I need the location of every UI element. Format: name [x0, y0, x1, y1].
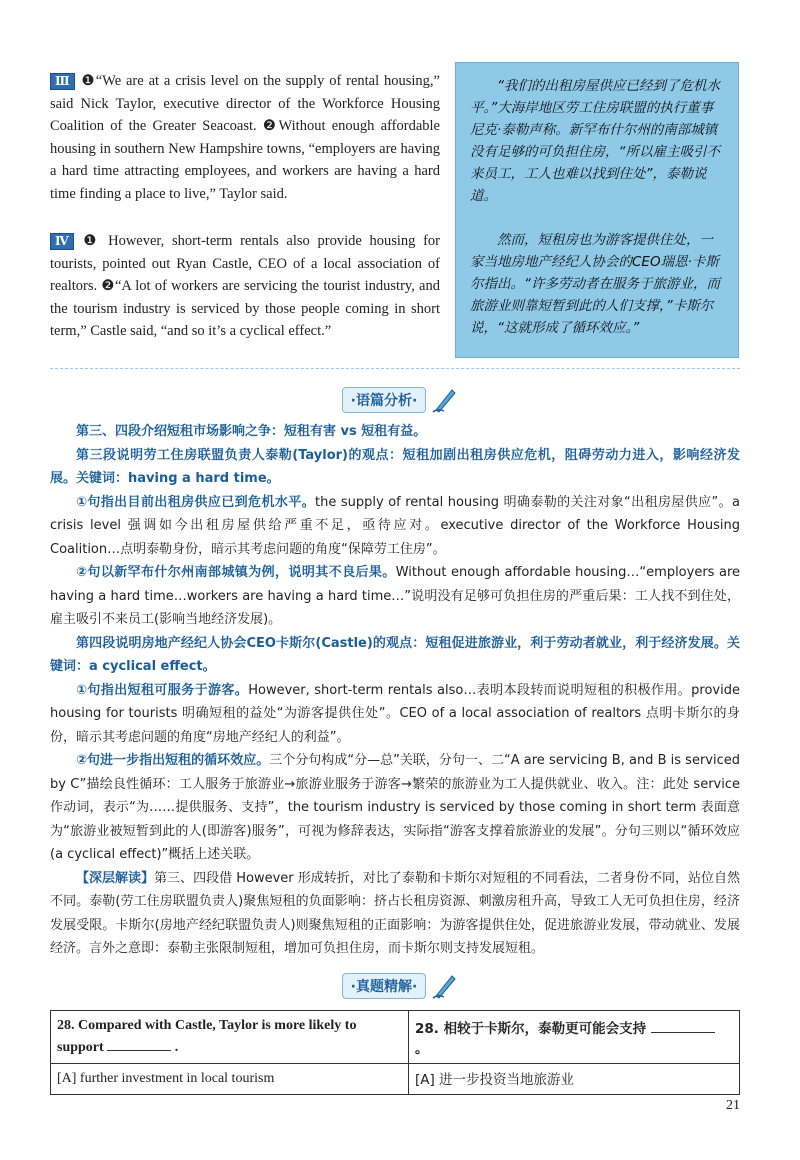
analysis-line-1: 第三、四段介绍短租市场影响之争：短租有害 vs 短租有益。: [76, 424, 427, 439]
passage-paragraph-3: [50, 70, 440, 205]
analysis-rest: Without enough affordable housing…“employers are having a hard time…workers are having a hard time…”说明没有足够可负担住房的严重后果：工人找不到住处，雇主吸引不来员工(影响当地经济发展)。: [50, 565, 741, 627]
analysis-line-6: [50, 679, 740, 750]
passage-text: ❶ However, short-term rentals also provide housing for tourists, pointed out Ryan Castle, CEO of a local association of realtors. ❷“A lot of workers are servicing the tourist industry, and the tourism industry is serviced by those people coming in short term,” Castle said, “and so it’s a cyclical effect.”: [50, 233, 441, 339]
analysis-line-5: 第四段说明房地产经纪人协会CEO卡斯尔(Castle)的观点：短租促进旅游业，利于劳动者就业，利于经济发展。关键词：a cyclical effect。: [50, 635, 740, 674]
analysis-title: ·语篇分析·: [342, 387, 427, 413]
answer-blank: [107, 1038, 171, 1051]
translation-p3: “我们的出租房屋供应已经到了危机水平。”大海岸地区劳工住房联盟的执行董事尼克·泰勒声称。新罕布什尔州的南部城镇没有足够的可负担住房，“所以雇主吸引不来员工，工人也难以找到住处”，泰勒说道。: [470, 78, 720, 204]
analysis-line-2: 第三段说明劳工住房联盟负责人泰勒(Taylor)的观点：短租加剧出租房供应危机，阻碍劳动力进入，影响经济发展。关键词：having a hard time。: [50, 447, 740, 486]
analysis-lead: ①句指出短租可服务于游客。: [76, 682, 249, 698]
exam-table: [50, 1010, 740, 1095]
option-a-en: [A] further investment in local tourism: [51, 1064, 409, 1095]
analysis-body: [50, 420, 740, 961]
analysis-rest: 三个分句构成“分—总”关联，分句一、二“A are servicing B, and B is serviced by C”描绘良性循环：工人服务于旅游业→旅游业服务于游客→繁荣的旅游业为工人提供就业、收入。注：此处 service 作动词，表示“为……提供服务、支持”，the tourism industry is serviced by those coming in short term 表面意为“旅游业被短暂到此的人(即游客)服务”，可视为修辞表达，实际指“游客支撑着旅游业的发展”。分句三则以“循环效应(a cyclical effect)”概括上述关联。: [50, 753, 740, 862]
pen-icon: [430, 386, 458, 414]
exam-title: ·真题精解·: [342, 973, 427, 999]
question-en: 28. Compared with Castle, Taylor is more likely to support .: [51, 1011, 409, 1064]
translation-box: [455, 62, 739, 358]
analysis-lead: ②句以新罕布什尔州南部城镇为例，说明其不良后果。: [76, 565, 396, 580]
analysis-line-8: [50, 867, 740, 961]
passage-paragraph-4: [50, 230, 440, 343]
divider: [50, 368, 740, 369]
analysis-lead: ②句进一步指出短租的循环效应。: [76, 753, 270, 768]
analysis-line-4: [50, 561, 740, 632]
deep-reading-label: 【深层解读】: [76, 870, 155, 886]
translation-p4: 然而，短租房也为游客提供住处，一家当地房地产经纪人协会的CEO瑞恩·卡斯尔指出。“许多劳动者在服务于旅游业，而旅游业则靠短暂到此的人们支撑，”卡斯尔说，“这就形成了循环效应。”: [470, 232, 720, 336]
analysis-lead: ①句指出目前出租房供应已到危机水平。: [76, 494, 315, 510]
question-cn: [409, 1011, 740, 1064]
paragraph-mark: Ⅲ: [50, 73, 75, 90]
table-row: [51, 1064, 740, 1095]
analysis-line-3: [50, 491, 740, 562]
answer-blank: [651, 1020, 715, 1033]
analysis-line-7: [50, 749, 740, 867]
question-en-text: 28. Compared with Castle, Taylor is more likely to support: [57, 1018, 357, 1055]
pen-icon: [430, 972, 458, 1000]
page-number: 21: [726, 1098, 740, 1113]
analysis-rest: However, short-term rentals also…表明本段转而说明短租的积极作用。provide housing for tourists 明确短租的益处“为游客提供住处”。CEO of a local association of realtors 点明卡斯尔的身份，暗示其考虑问题的角度“房地产经纪人的利益”。: [50, 682, 740, 745]
analysis-rest: 第三、四段借 However 形成转折，对比了泰勒和卡斯尔对短租的不同看法，二者身份不同，站位自然不同。泰勒(劳工住房联盟负责人)聚焦短租的负面影响：挤占长租房资源、刺激房租升高，导致工人无可负担住房，经济发展受限。卡斯尔(房地产经纪联盟负责人)则聚焦短租的正面影响：为游客提供住处，促进旅游业发展，带动就业、发展经济。言外之意即：泰勒主张限制短租，增加可负担住房，而卡斯尔则支持发展短租。: [50, 870, 740, 956]
table-row: [51, 1011, 740, 1064]
question-cn-end: 。: [415, 1041, 429, 1057]
paragraph-mark: Ⅳ: [50, 233, 74, 250]
exam-header: [0, 972, 800, 1000]
question-cn-text: 28. 相较于卡斯尔，泰勒更可能会支持: [415, 1021, 647, 1037]
option-a-cn: [A] 进一步投资当地旅游业: [409, 1064, 740, 1095]
passage-text: ❶“We are at a crisis level on the supply of rental housing,” said Nick Taylor, executive director of the Workforce Housing Coalition of the Greater Seacoast. ❷Without enough affordable housing in southern New Hampshire towns, “employers are having a hard time attracting employees, and workers are having a hard time finding a place to live,” Taylor said.: [50, 73, 440, 202]
analysis-rest: the supply of rental housing 明确泰勒的关注对象“出租房屋供应”。a crisis level 强调如今出租房屋供给严重不足，亟待应对。executive director of the Workforce Housing Coalition…点明泰勒身份，暗示其考虑问题的角度“保障劳工住房”。: [50, 494, 740, 557]
analysis-header: [0, 386, 800, 414]
